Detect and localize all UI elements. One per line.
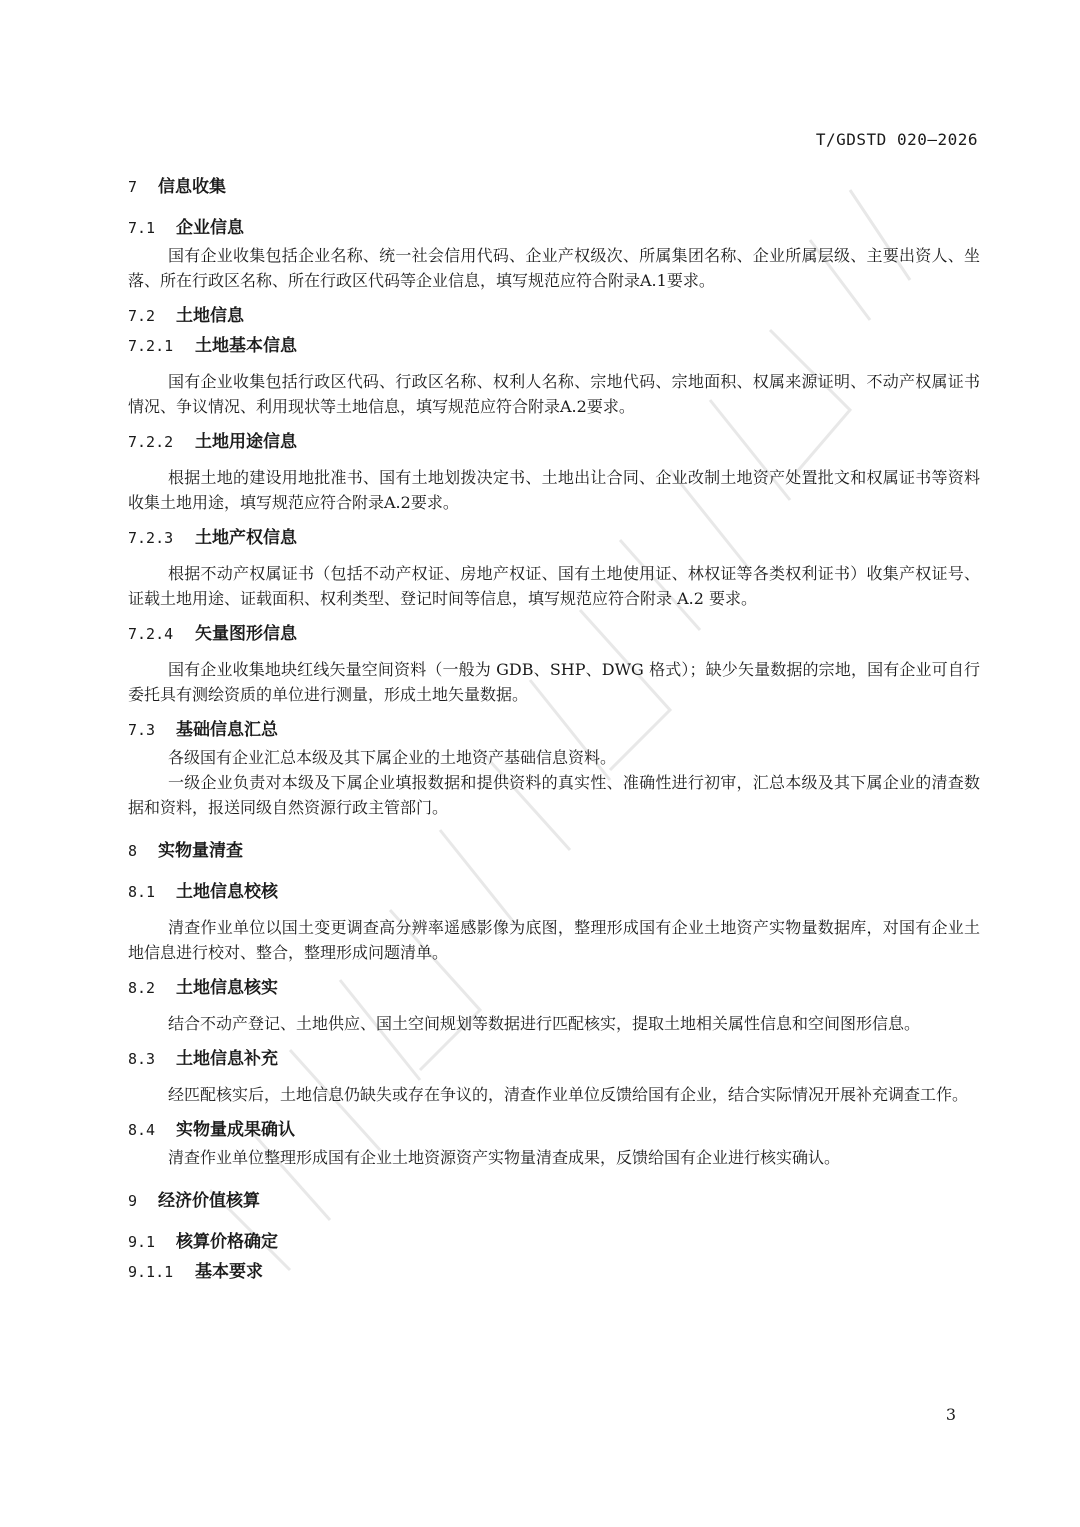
- section-8-3-heading: 8.3 土地信息补充: [128, 1049, 278, 1069]
- section-9-1-heading: 9.1 核算价格确定: [128, 1232, 278, 1252]
- section-7-1-paragraph: 国有企业收集包括企业名称、统一社会信用代码、企业产权级次、所属集团名称、企业所属层级、主要出资人、坐落、所在行政区名称、所在行政区代码等企业信息，填写规范应符合附录A.1要求。: [128, 246, 980, 290]
- section-8-2-heading: 8.2 土地信息核实: [128, 978, 278, 998]
- section-7-3-paragraph-2: 一级企业负责对本级及下属企业填报数据和提供资料的真实性、准确性进行初审，汇总本级及其下属企业的清查数据和资料，报送同级自然资源行政主管部门。: [128, 773, 980, 817]
- section-7-3-paragraph-1: 各级国有企业汇总本级及其下属企业的土地资产基础信息资料。: [168, 748, 617, 767]
- section-8-1-paragraph: 清查作业单位以国土变更调查高分辨率遥感影像为底图，整理形成国有企业土地资产实物量数据库，对国有企业土地信息进行校对、整合，整理形成问题清单。: [128, 918, 980, 962]
- section-7-2-3-heading: 7.2.3 土地产权信息: [128, 528, 297, 548]
- section-7-3-heading: 7.3 基础信息汇总: [128, 720, 278, 740]
- section-7-2-1-heading: 7.2.1 土地基本信息: [128, 336, 297, 356]
- section-7-2-3-paragraph: 根据不动产权属证书（包括不动产权证、房地产权证、国有土地使用证、林权证等各类权利证书）收集产权证号、证载土地用途、证载面积、权利类型、登记时间等信息，填写规范应符合附录 A.2 要求。: [128, 564, 980, 608]
- section-9-heading: 9 经济价值核算: [128, 1191, 260, 1211]
- section-8-3-paragraph: 经匹配核实后，土地信息仍缺失或存在争议的，清查作业单位反馈给国有企业，结合实际情况开展补充调查工作。: [168, 1085, 969, 1104]
- page-number: 3: [945, 1405, 956, 1424]
- section-8-heading: 8 实物量清查: [128, 841, 243, 861]
- section-7-heading: 7 信息收集: [128, 177, 226, 197]
- section-7-2-4-paragraph: 国有企业收集地块红线矢量空间资料（一般为 GDB、SHP、DWG 格式）；缺少矢量数据的宗地，国有企业可自行委托具有测绘资质的单位进行测量，形成土地矢量数据。: [128, 660, 980, 704]
- section-7-2-1-paragraph: 国有企业收集包括行政区代码、行政区名称、权利人名称、宗地代码、宗地面积、权属来源证明、不动产权属证书情况、争议情况、利用现状等土地信息，填写规范应符合附录A.2要求。: [128, 372, 980, 416]
- section-8-4-heading: 8.4 实物量成果确认: [128, 1120, 295, 1140]
- section-7-2-2-paragraph: 根据土地的建设用地批准书、国有土地划拨决定书、土地出让合同、企业改制土地资产处置批文和权属证书等资料收集土地用途，填写规范应符合附录A.2要求。: [128, 468, 980, 512]
- section-7-2-heading: 7.2 土地信息: [128, 306, 244, 326]
- section-8-4-paragraph: 清查作业单位整理形成国有企业土地资源资产实物量清查成果，反馈给国有企业进行核实确认。: [168, 1148, 841, 1167]
- document-body: [128, 172, 980, 1287]
- section-8-1-heading: 8.1 土地信息校核: [128, 882, 278, 902]
- section-7-2-2-heading: 7.2.2 土地用途信息: [128, 432, 297, 452]
- section-9-1-1-heading: 9.1.1 基本要求: [128, 1262, 263, 1282]
- standard-code: T/GDSTD 020—2026: [815, 130, 978, 149]
- section-7-1-heading: 7.1 企业信息: [128, 218, 244, 238]
- section-7-2-4-heading: 7.2.4 矢量图形信息: [128, 624, 297, 644]
- section-8-2-paragraph: 结合不动产登记、土地供应、国土空间规划等数据进行匹配核实，提取土地相关属性信息和空间图形信息。: [168, 1014, 921, 1033]
